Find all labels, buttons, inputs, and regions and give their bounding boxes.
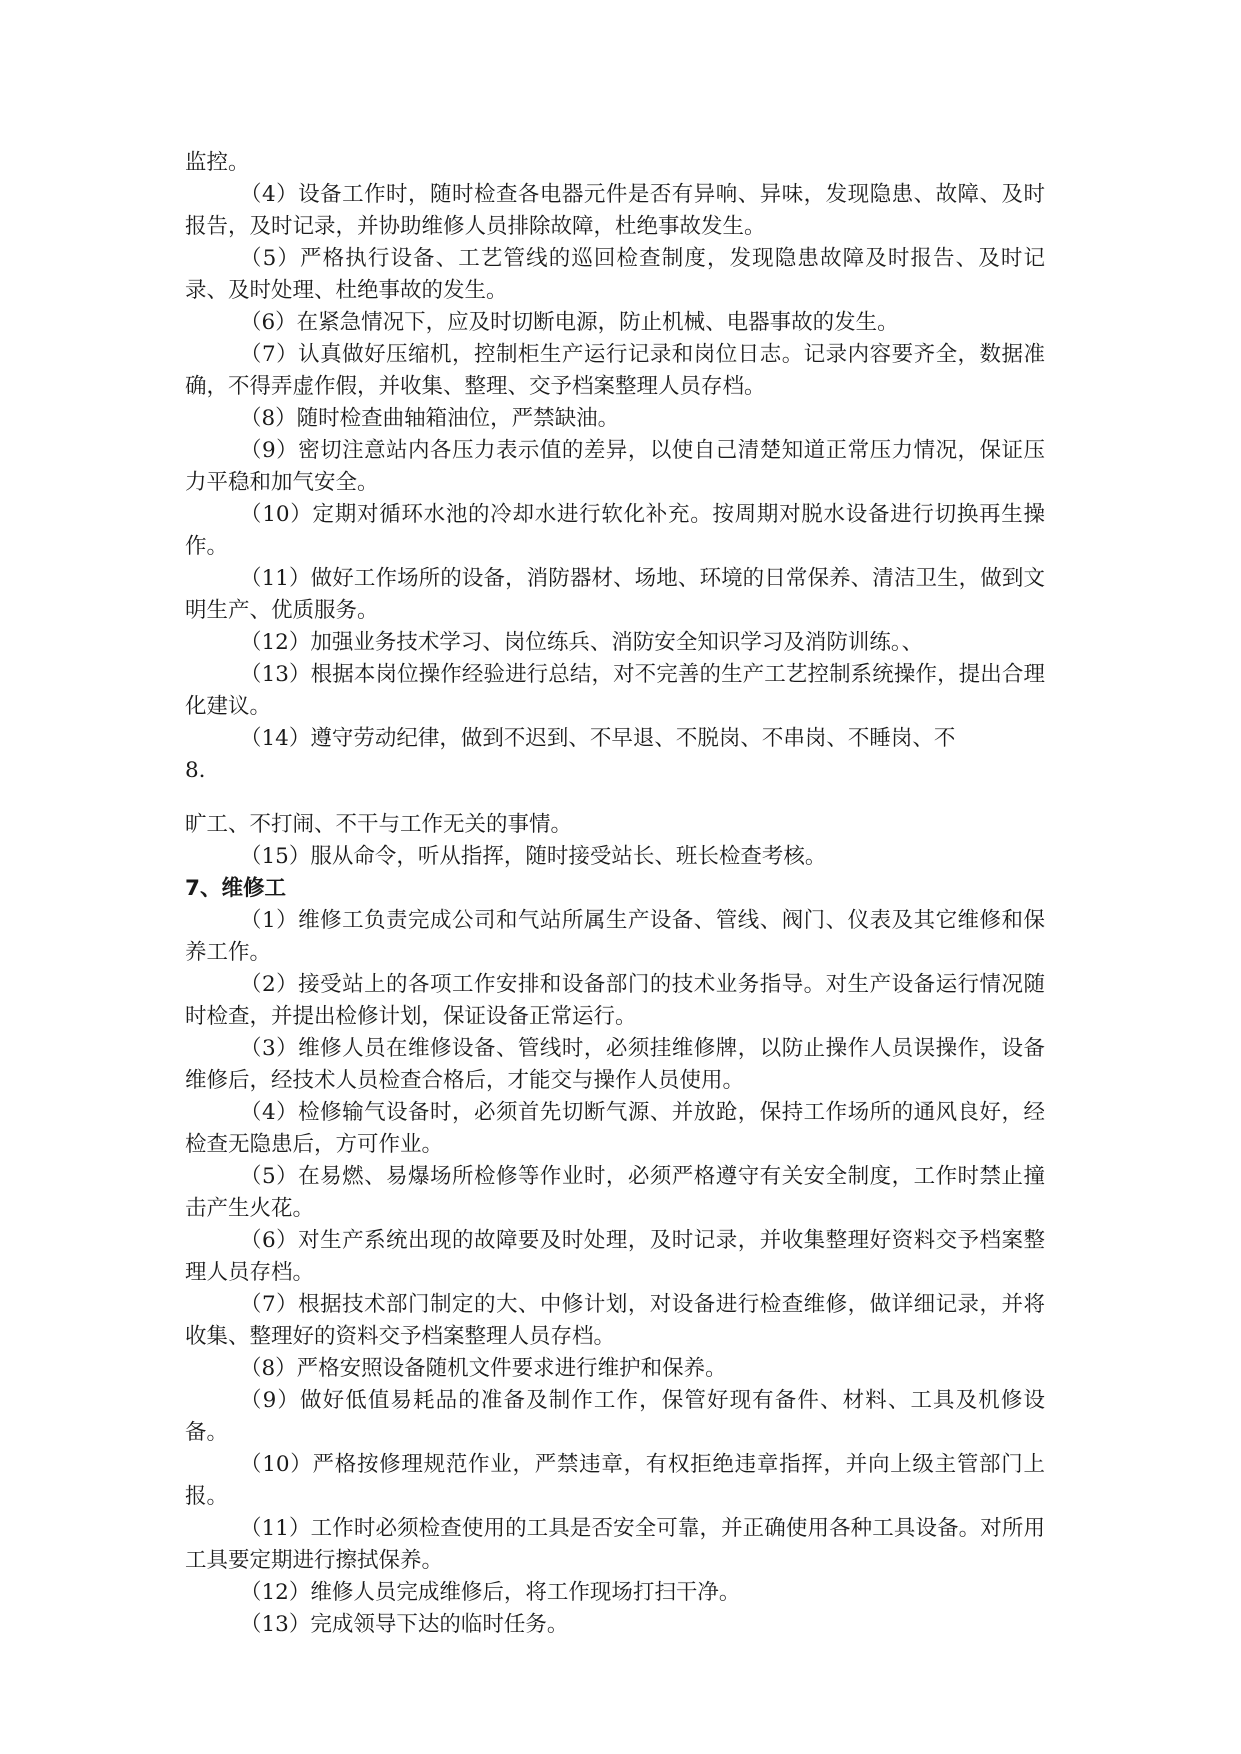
list-item: （3）维修人员在维修设备、管线时，必须挂维修牌，以防止操作人员误操作，设备维修后，经技术人员检查合格后，才能交与操作人员使用。 — [185, 1036, 1045, 1093]
page-break — [185, 787, 1045, 809]
list-item: （5）严格执行设备、工艺管线的巡回检查制度，发现隐患故障及时报告、及时记录、及时处理、杜绝事故的发生。 — [185, 246, 1045, 303]
list-item: （12）加强业务技术学习、岗位练兵、消防安全知识学习及消防训练。、 — [240, 630, 924, 655]
list-item: （6）在紧急情况下，应及时切断电源，防止机械、电器事故的发生。 — [240, 310, 899, 335]
list-item: （9）做好低值易耗品的准备及制作工作，保管好现有备件、材料、工具及机修设备。 — [185, 1388, 1045, 1445]
list-item: （13）根据本岗位操作经验进行总结，对不完善的生产工艺控制系统操作，提出合理化建议。 — [185, 662, 1045, 719]
list-item: （7）认真做好压缩机，控制柜生产运行记录和岗位日志。记录内容要齐全，数据准确，不得弄虚作假，并收集、整理、交予档案整理人员存档。 — [185, 342, 1045, 399]
list-item: （13）完成领导下达的临时任务。 — [240, 1612, 569, 1637]
list-item: （5）在易燃、易爆场所检修等作业时，必须严格遵守有关安全制度，工作时禁止撞击产生火花。 — [185, 1164, 1045, 1221]
list-item: （9）密切注意站内各压力表示值的差异，以使自己清楚知道正常压力情况，保证压力平稳和加气安全。 — [185, 438, 1045, 495]
list-item: （10）定期对循环水池的冷却水进行软化补充。按周期对脱水设备进行切换再生操作。 — [185, 502, 1045, 559]
list-item: （14）遵守劳动纪律，做到不迟到、不早退、不脱岗、不串岗、不睡岗、不 — [240, 726, 956, 751]
list-item: （11）工作时必须检查使用的工具是否安全可靠，并正确使用各种工具设备。对所用工具要定期进行擦拭保养。 — [185, 1516, 1045, 1573]
continuation-text: 监控。 — [185, 150, 250, 175]
list-item: （8）严格安照设备随机文件要求进行维护和保养。 — [240, 1356, 727, 1381]
continuation-text: 旷工、不打闹、不干与工作无关的事情。 — [185, 812, 573, 837]
document-body — [185, 147, 1045, 1641]
section-heading: 7、维修工 — [185, 876, 286, 901]
list-item: （1）维修工负责完成公司和气站所属生产设备、管线、阀门、仪表及其它维修和保养工作。 — [185, 908, 1045, 965]
page-number: 8. — [185, 758, 206, 783]
list-item: （11）做好工作场所的设备，消防器材、场地、环境的日常保养、清洁卫生，做到文明生产、优质服务。 — [185, 566, 1045, 623]
list-item: （4）设备工作时，随时检查各电器元件是否有异响、异味，发现隐患、故障、及时报告，及时记录，并协助维修人员排除故障，杜绝事故发生。 — [185, 182, 1045, 239]
list-item: （6）对生产系统出现的故障要及时处理，及时记录，并收集整理好资料交予档案整理人员存档。 — [185, 1228, 1045, 1285]
list-item: （12）维修人员完成维修后，将工作现场打扫干净。 — [240, 1580, 741, 1605]
list-item: （2）接受站上的各项工作安排和设备部门的技术业务指导。对生产设备运行情况随时检查，并提出检修计划，保证设备正常运行。 — [185, 972, 1045, 1029]
list-item: （15）服从命令，听从指挥，随时接受站长、班长检查考核。 — [240, 844, 827, 869]
list-item: （7）根据技术部门制定的大、中修计划，对设备进行检查维修，做详细记录，并将收集、整理好的资料交予档案整理人员存档。 — [185, 1292, 1045, 1349]
list-item: （10）严格按修理规范作业，严禁违章，有权拒绝违章指挥，并向上级主管部门上报。 — [185, 1452, 1045, 1509]
list-item: （4）检修输气设备时，必须首先切断气源、并放跄，保持工作场所的通风良好，经检查无隐患后，方可作业。 — [185, 1100, 1045, 1157]
list-item: （8）随时检查曲轴箱油位，严禁缺油。 — [240, 406, 620, 431]
